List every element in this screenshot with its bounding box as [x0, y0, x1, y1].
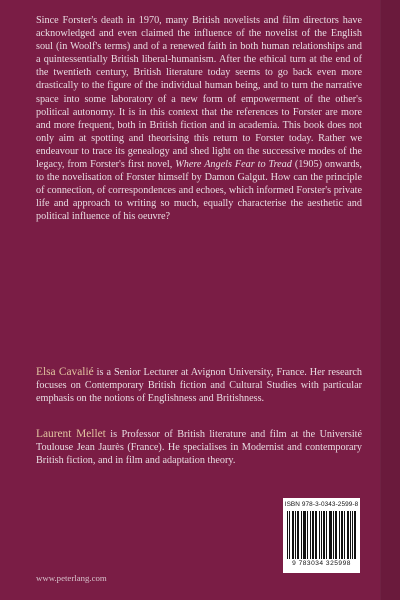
author-bio-text: is Professor of British literature and film at the Université Toulouse Jean Jaurès (France). He specialises in Modernist and contemporary British fiction, and in film and adaptation theory. — [36, 429, 363, 467]
publisher-website[interactable]: www.peterlang.com — [36, 573, 107, 583]
blurb-text-1: Since Forster's death in 1970, many British novelists and film directors have acknowledged and even claimed the influence of the novelist of the English soul (in Woolf's terms) and of a renewed faith in both human relationships and a quintessentially British liberal-humanism. After the ethical turn at the end of the twentieth century, British literature today seems to go back even more drastically to the figure of the individual human being, and to turn the narrative space into some laboratory of a new form of empowerment of the other's political autonomy. It is in this context that the references to Forster are more and more frequent, both in British fiction and in academia. This book does not only aim at spotting and theorising this return to Forster today. Rather we endeavour to trace its genealogy and shed light on the successive modes of the legacy, from Forster's first novel, — [36, 15, 362, 171]
author-name: Elsa Cavalié — [36, 366, 94, 378]
isbn-label: ISBN 978-3-0343-2599-8 — [284, 501, 359, 508]
isbn-barcode — [283, 498, 360, 573]
book-blurb — [36, 14, 362, 224]
blurb-text-2: (1905) onwards, to the novelisation of Forster himself by Damon Galgut. How can the principle of connection, of correspondences and echoes, which informed Forster's private life and approach to writing so much, equally characterise the aesthetic and political influence of his oeuvre? — [36, 159, 362, 223]
author-bio-text: is a Senior Lecturer at Avignon University, France. Her research focuses on Contemporary British fiction and Cultural Studies with particular emphasis on the notions of Englishness and Britishness. — [36, 367, 362, 405]
author-bio-1 — [36, 366, 362, 405]
barcode-bars — [287, 511, 356, 559]
author-bio-2 — [36, 428, 362, 467]
author-name: Laurent Mellet — [36, 428, 106, 440]
novel-title: Where Angels Fear to Tread — [175, 159, 292, 171]
spine-edge — [380, 0, 400, 600]
barcode-digits: 9 783034 325998 — [292, 560, 351, 567]
